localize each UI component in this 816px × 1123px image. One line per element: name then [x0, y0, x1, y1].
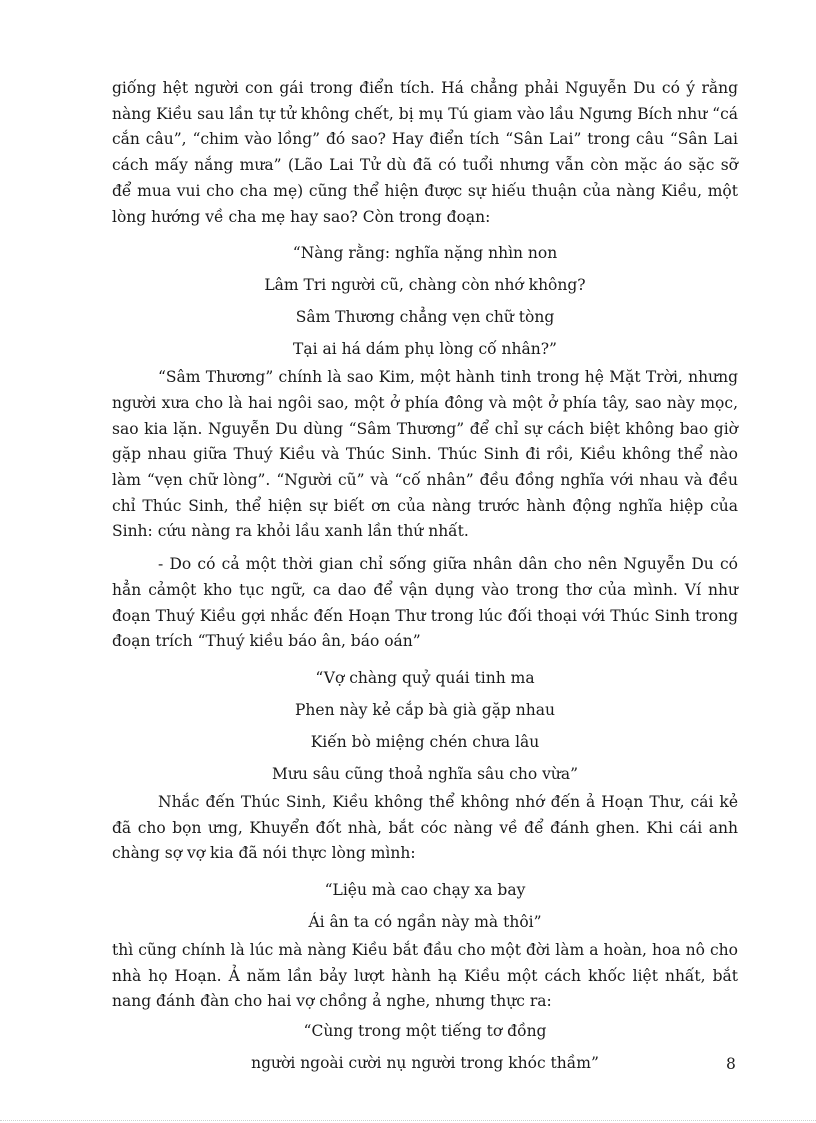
verse-line: Phen này kẻ cắp bà già gặp nhau	[294, 700, 555, 719]
paragraph-1: giống hệt người con gái trong điển tích. Há chẳng phải Nguyễn Du có ý rằng nàng Kiều sau lần tự tử không chết, bị mụ Tú giam vào lầu Ngưng Bích như “cá cắn câu”, “chim vào lồng” đó sao? Hay điển tích “Sân Lai” trong câu “Sân Lai cách mấy nắng mưa” (Lão Lai Tử dù đã có tuổi nhưng vẫn còn mặc áo sặc sỡ để mua vui cho cha mẹ) cũng thể hiện được sự hiếu thuận của nàng Kiều, một lòng hướng về cha mẹ hay sao? Còn trong đoạn:	[112, 79, 738, 226]
page-number: 8	[726, 1055, 736, 1073]
verse-line: “Cùng trong một tiếng tơ đồng	[303, 1022, 547, 1041]
verse-line: Sâm Thương chẳng vẹn chữ tòng	[295, 308, 555, 327]
paragraph-3: - Do có cả một thời gian chỉ sống giữa nhân dân cho nên Nguyễn Du có hẳn cảmột kho tục ngữ, ca dao để vận dụng vào trong thơ của mình. Ví như đoạn Thuý Kiều gợi nhắc đến Hoạn Thư trong lúc đối thoại với Thúc Sinh trong đoạn trích “Thuý kiều báo ân, báo oán”	[112, 555, 738, 651]
paragraph-2: “Sâm Thương” chính là sao Kim, một hành tinh trong hệ Mặt Trời, nhưng người xưa cho là hai ngôi sao, một ở phía đông và một ở phía tây, sao này mọc, sao kia lặn. Nguyễn Du dùng “Sâm Thương” để chỉ sự cách biệt không bao giờ gặp nhau giữa Thuý Kiều và Thúc Sinh. Thúc Sinh đi rồi, Kiều không thể nào làm “vẹn chữ lòng”. “Người cũ” và “cố nhân” đều đồng nghĩa với nhau và đều chỉ Thúc Sinh, thể hiện sự biết ơn của nàng trước hành động nghĩa hiệp của Sinh: cứu nàng ra khỏi lầu xanh lần thứ nhất.	[112, 368, 738, 541]
page-bottom-divider	[0, 1120, 816, 1121]
verse-1	[112, 237, 738, 365]
verse-line: Lâm Tri người cũ, chàng còn nhớ không?	[264, 276, 586, 295]
verse-4	[112, 1015, 738, 1079]
verse-line: Tại ai há dám phụ lòng cố nhân?”	[293, 340, 557, 359]
document-body	[112, 76, 738, 1079]
verse-line: “Liệu mà cao chạy xa bay	[324, 881, 526, 900]
verse-line: Mưu sâu cũng thoả nghĩa sâu cho vừa”	[271, 764, 579, 783]
verse-line: Kiến bò miệng chén chưa lâu	[310, 732, 540, 751]
verse-2	[112, 662, 738, 790]
verse-line: “Vợ chàng quỷ quái tinh ma	[315, 668, 535, 687]
verse-line: Ái ân ta có ngần này mà thôi”	[308, 913, 542, 932]
verse-3	[112, 874, 738, 938]
paragraph-5: thì cũng chính là lúc mà nàng Kiều bắt đầu cho một đời làm a hoàn, hoa nô cho nhà họ Hoạn. Ả năm lần bảy lượt hành hạ Kiều một cách khốc liệt nhất, bắt nang đánh đàn cho hai vợ chồng ả nghe, nhưng thực ra:	[112, 941, 738, 1011]
verse-line: người ngoài cười nụ người trong khóc thầm”	[251, 1054, 599, 1073]
paragraph-4: Nhắc đến Thúc Sinh, Kiều không thể không nhớ đến ả Hoạn Thư, cái kẻ đã cho bọn ưng, Khuyển đốt nhà, bắt cóc nàng về để đánh ghen. Khi cái anh chàng sợ vợ kia đã nói thực lòng mình:	[112, 792, 738, 863]
verse-line: “Nàng rằng: nghĩa nặng nhìn non	[292, 244, 558, 263]
